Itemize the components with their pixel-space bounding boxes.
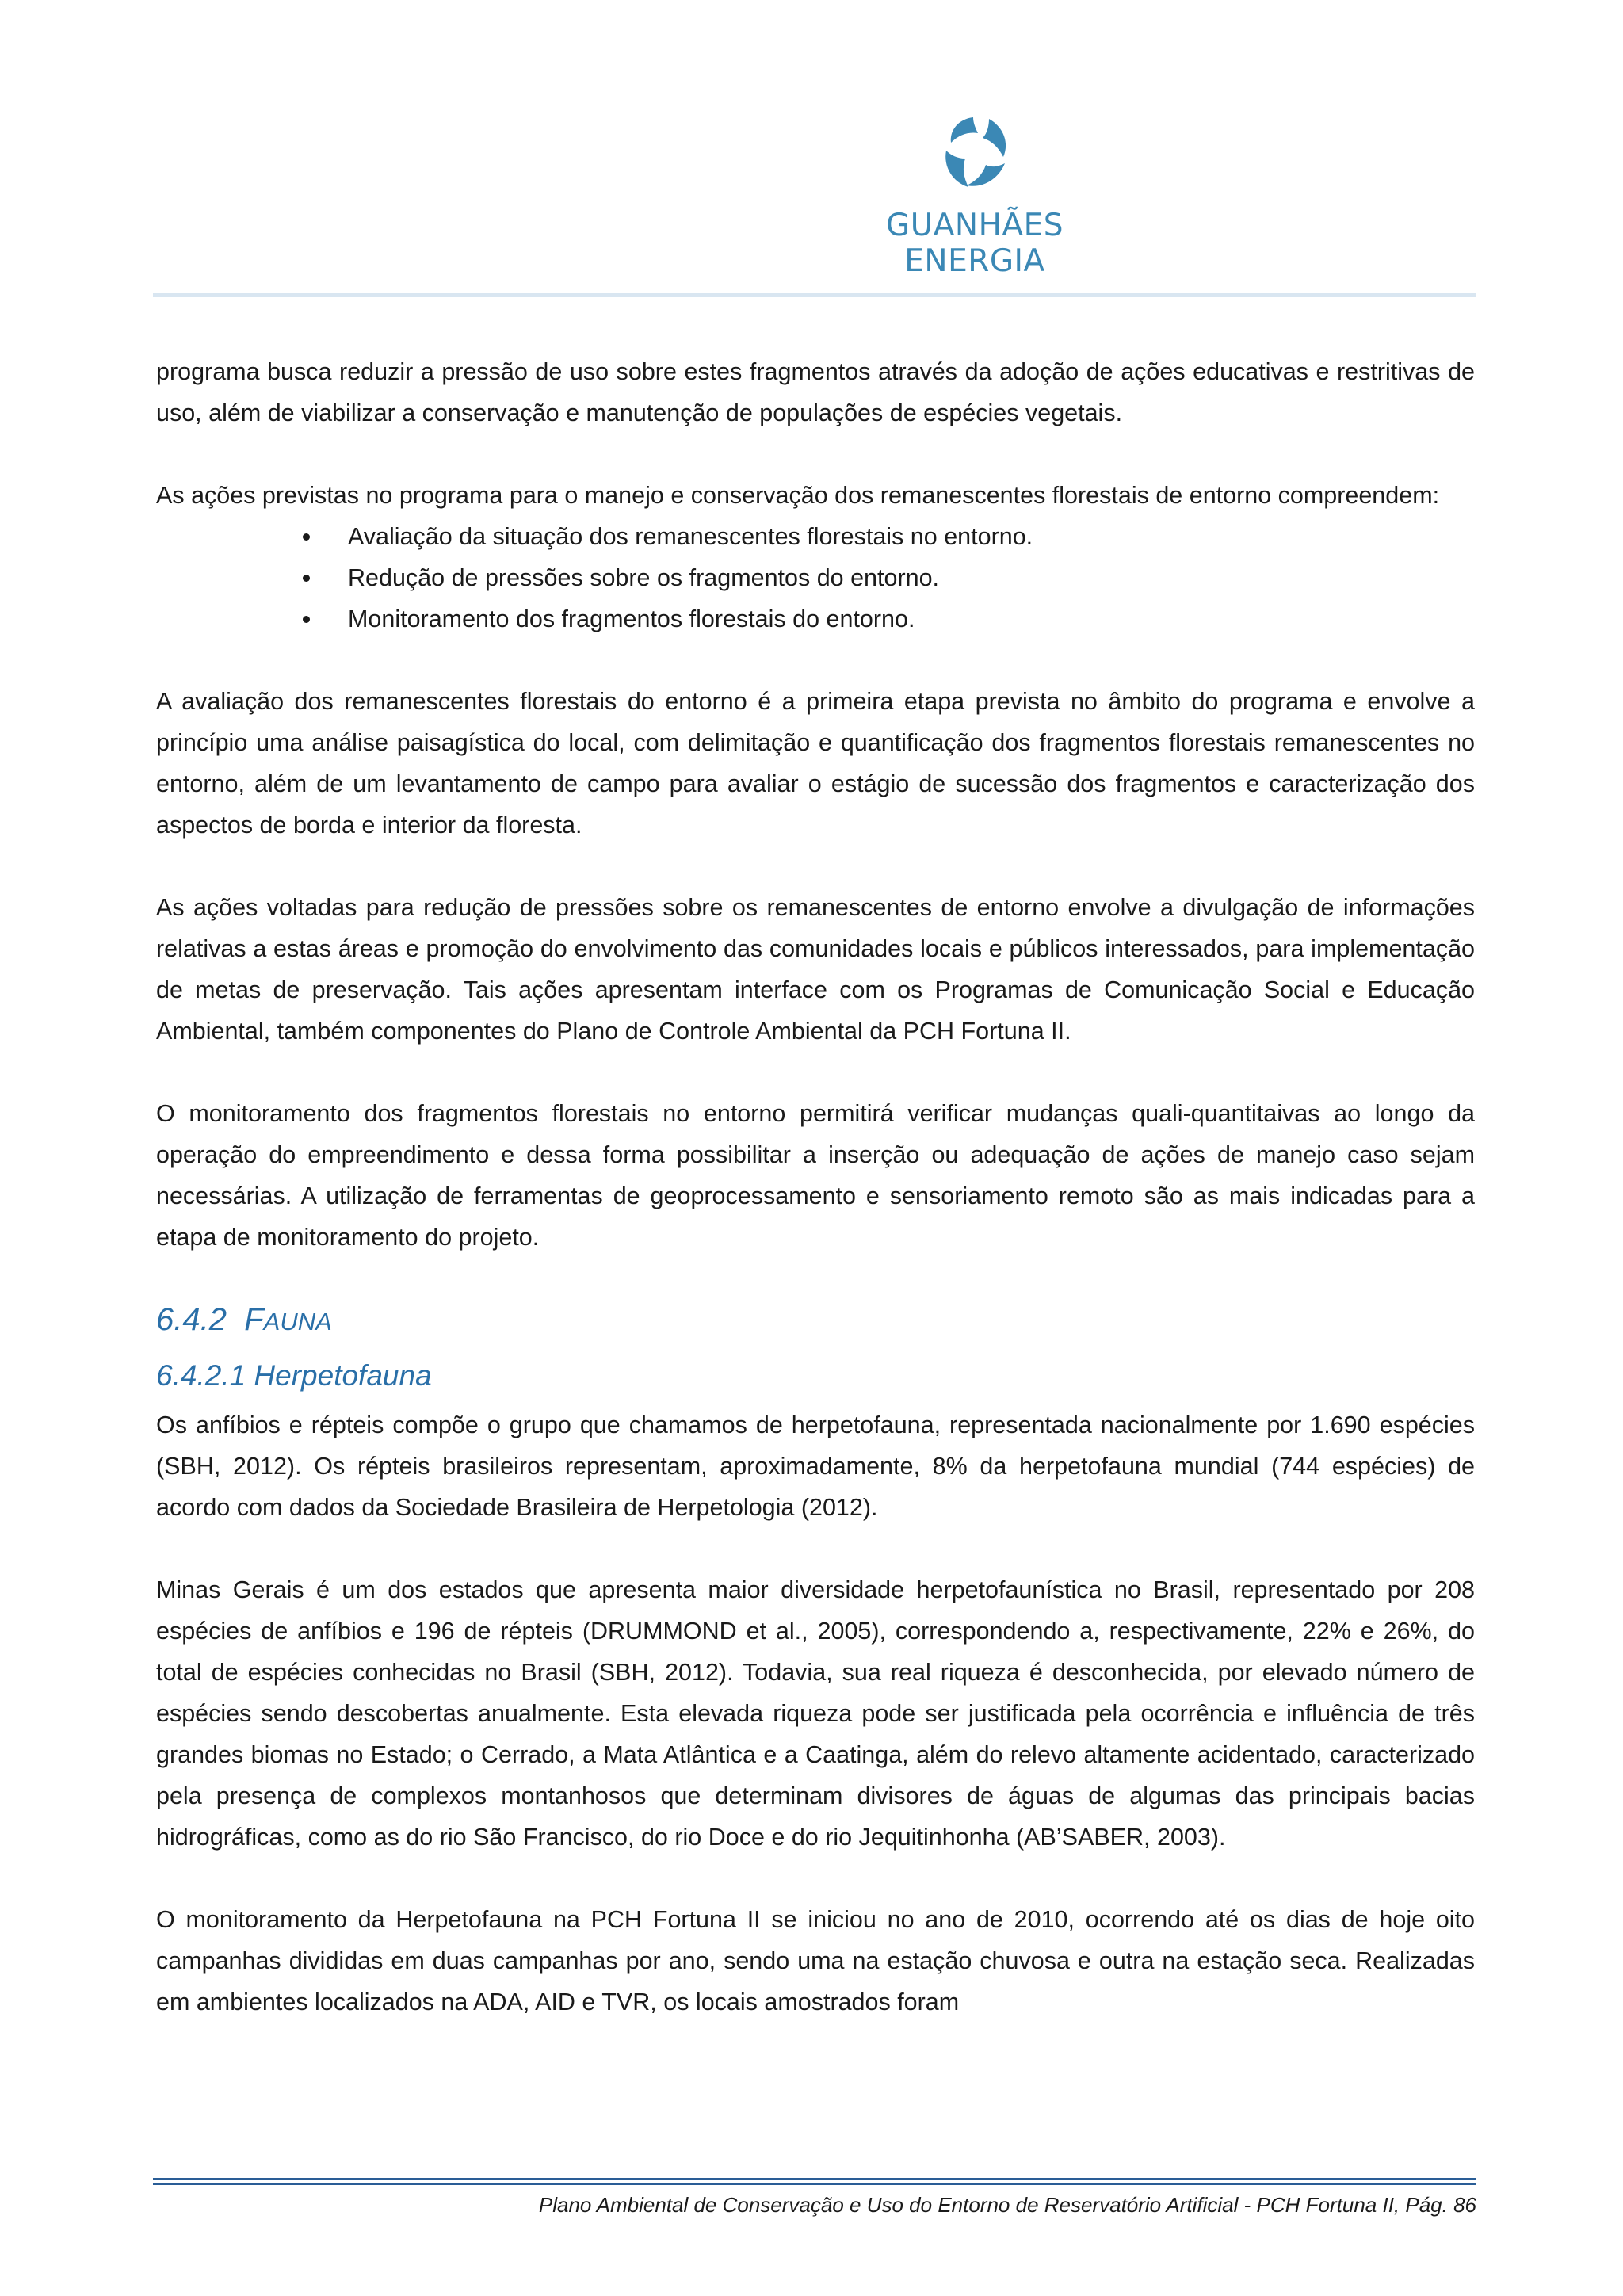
paragraph: Os anfíbios e répteis compõe o grupo que chamamos de herpetofauna, representada nacionalmente por 1.690 espécies (SBH, 2012). Os répteis brasileiros representam, aproximadamente, 8% da herpetofauna mundial (744 espécies) de acordo com dados da Sociedade Brasileira de Herpetologia (2012). xyxy=(156,1412,1475,1521)
guanhaes-swirl-logo-icon xyxy=(927,111,1022,198)
paragraph: As ações voltadas para redução de pressões sobre os remanescentes de entorno envolve a divulgação de informações relativas a estas áreas e promoção do envolvimento das comunidades locais e públicos interessados, para implementação de metas de preservação. Tais ações apresentam interface com os Programas de Comunicação Social e Educação Ambiental, também componentes do Plano de Controle Ambiental da PCH Fortuna II. xyxy=(156,894,1475,1045)
section-title-initial: F xyxy=(244,1302,264,1337)
footer-divider xyxy=(153,2178,1476,2180)
footer-divider xyxy=(153,2183,1476,2185)
paragraph: O monitoramento dos fragmentos florestais no entorno permitirá verificar mudanças quali-quantitaivas ao longo da operação do empreendimento e dessa forma possibilitar a inserção ou adequação de ações de manejo caso sejam necessárias. A utilização de ferramentas de geoprocessamento e sensoriamento remoto são as mais indicadas para a etapa de monitoramento do projeto. xyxy=(156,1100,1475,1251)
list-item xyxy=(303,516,1475,557)
page-footer: Plano Ambiental de Conservação e Uso do Entorno de Reservatório Artificial - PCH Fortuna II, Pág. 86 xyxy=(538,2193,1476,2217)
paragraph: A avaliação dos remanescentes florestais do entorno é a primeira etapa prevista no âmbito do programa e envolve a princípio uma análise paisagística do local, com delimitação e quantificação dos fragmentos florestais remanescentes no entorno, além de um levantamento de campo para avaliar o estágio de sucessão dos fragmentos e caracterização dos aspectos de borda e interior da floresta. xyxy=(156,688,1475,839)
section-title-rest: AUNA xyxy=(263,1308,332,1335)
section-number: 6.4.2 xyxy=(156,1302,227,1337)
list-item xyxy=(303,598,1475,640)
bullet-list xyxy=(156,516,1475,640)
company-logo xyxy=(824,103,1125,279)
bullet-icon xyxy=(303,616,310,623)
page-header xyxy=(0,0,1623,301)
paragraph: Minas Gerais é um dos estados que apresenta maior diversidade herpetofaunística no Brasil, representado por 208 espécies de anfíbios e 196 de répteis (DRUMMOND et al., 2005), correspondendo a, respectivamente, 22% e 26%, do total de espécies conhecidas no Brasil (SBH, 2012). Todavia, sua real riqueza é desconhecida, por elevado número de espécies sendo descobertas anualmente. Esta elevada riqueza pode ser justificada pela ocorrência e influência de três grandes biomas no Estado; o Cerrado, a Mata Atlântica e a Caatinga, além do relevo altamente acidentado, caracterizado pela presença de complexos montanhosos que determinam divisores de águas de algumas das principais bacias hidrográficas, como as do rio São Francisco, do rio Doce e do rio Jequitinhonha (AB’SABER, 2003). xyxy=(156,1576,1475,1851)
list-item-text: Avaliação da situação dos remanescentes florestais no entorno. xyxy=(348,523,1033,550)
bullet-icon xyxy=(303,533,310,541)
paragraph: programa busca reduzir a pressão de uso sobre estes fragmentos através da adoção de ações educativas e restritivas de uso, além de viabilizar a conservação e manutenção de populações de espécies vegetais. xyxy=(156,358,1475,426)
bullet-icon xyxy=(303,575,310,582)
paragraph: O monitoramento da Herpetofauna na PCH Fortuna II se iniciou no ano de 2010, ocorrendo até os dias de hoje oito campanhas divididas em duas campanhas por ano, sendo uma na estação chuvosa e outra na estação seca. Realizadas em ambientes localizados na ADA, AID e TVR, os locais amostrados foram xyxy=(156,1906,1475,2015)
list-item-text: Monitoramento dos fragmentos florestais do entorno. xyxy=(348,606,915,632)
paragraph: As ações previstas no programa para o manejo e conservação dos remanescentes florestais de entorno compreendem: xyxy=(156,482,1440,509)
section-heading xyxy=(156,1299,1475,1343)
subsection-heading: 6.4.2.1 Herpetofauna xyxy=(156,1359,432,1392)
company-brand-name: GUANHÃES ENERGIA xyxy=(885,208,1064,279)
document-body xyxy=(156,351,1475,2064)
list-item-text: Redução de pressões sobre os fragmentos do entorno. xyxy=(348,564,940,591)
header-divider xyxy=(153,293,1476,297)
list-item xyxy=(303,557,1475,598)
